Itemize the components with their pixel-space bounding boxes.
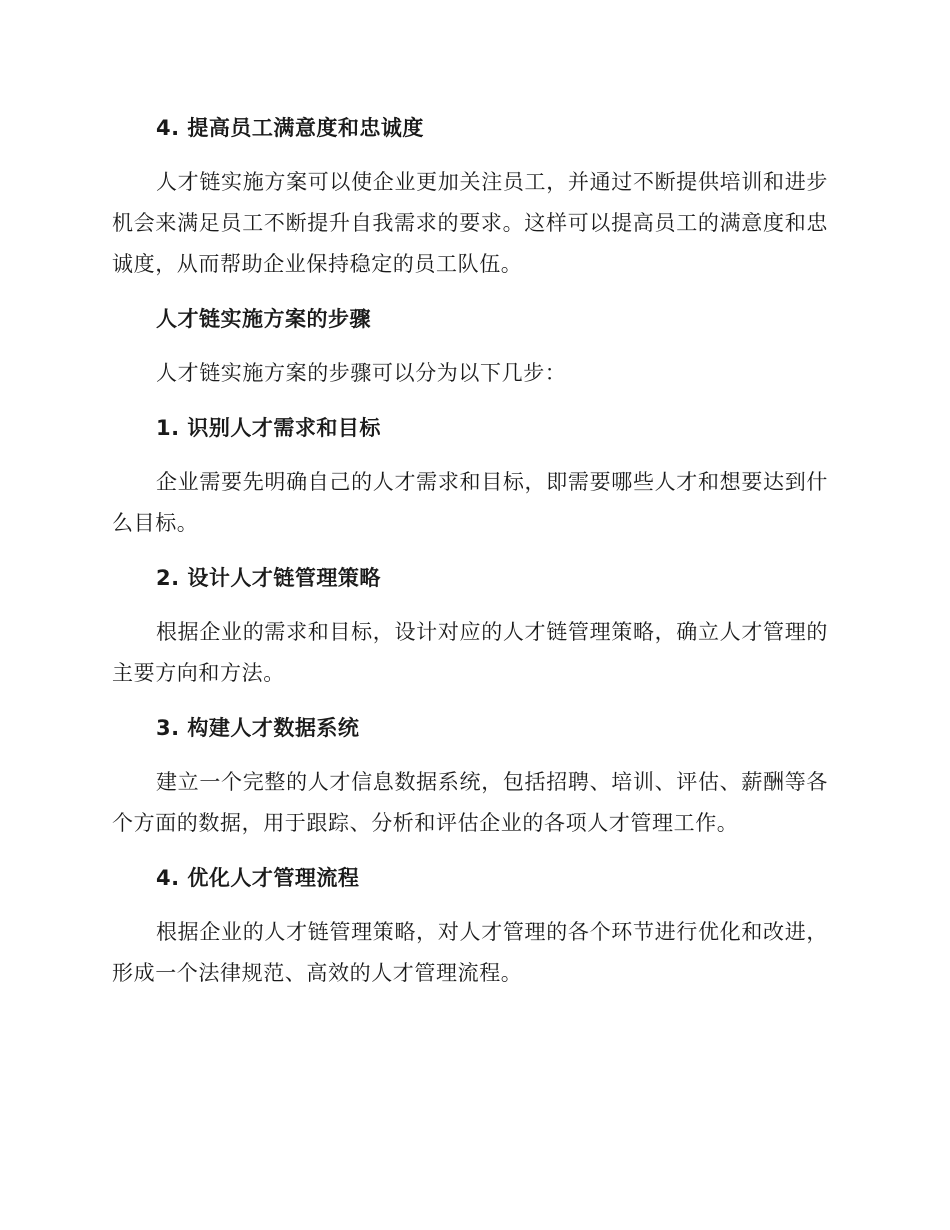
step-heading-build: 3. 构建人才数据系统 — [156, 716, 360, 740]
paragraph-build: 建立一个完整的人才信息数据系统，包括招聘、培训、评估、薪酬等各个方面的数据，用于跟踪、分析和评估企业的各项人才管理工作。 — [112, 770, 828, 835]
paragraph-steps-intro: 人才链实施方案的步骤可以分为以下几步： — [156, 361, 567, 385]
step-heading-optimize: 4. 优化人才管理流程 — [156, 866, 360, 890]
paragraph-optimize: 根据企业的人才链管理策略，对人才管理的各个环节进行优化和改进，形成一个法律规范、高效的人才管理流程。 — [112, 920, 828, 985]
paragraph-identify: 企业需要先明确自己的人才需求和目标，即需要哪些人才和想要达到什么目标。 — [112, 470, 828, 535]
section-heading-steps: 人才链实施方案的步骤 — [156, 307, 371, 331]
paragraph-satisfaction: 人才链实施方案可以使企业更加关注员工，并通过不断提供培训和进步机会来满足员工不断提升自我需求的要求。这样可以提高员工的满意度和忠诚度，从而帮助企业保持稳定的员工队伍。 — [112, 170, 828, 276]
section-heading-satisfaction: 4. 提高员工满意度和忠诚度 — [156, 116, 424, 140]
document-body — [112, 110, 828, 1010]
paragraph-design: 根据企业的需求和目标，设计对应的人才链管理策略，确立人才管理的主要方向和方法。 — [112, 620, 828, 685]
step-heading-identify: 1. 识别人才需求和目标 — [156, 416, 381, 440]
step-heading-design: 2. 设计人才链管理策略 — [156, 566, 381, 590]
